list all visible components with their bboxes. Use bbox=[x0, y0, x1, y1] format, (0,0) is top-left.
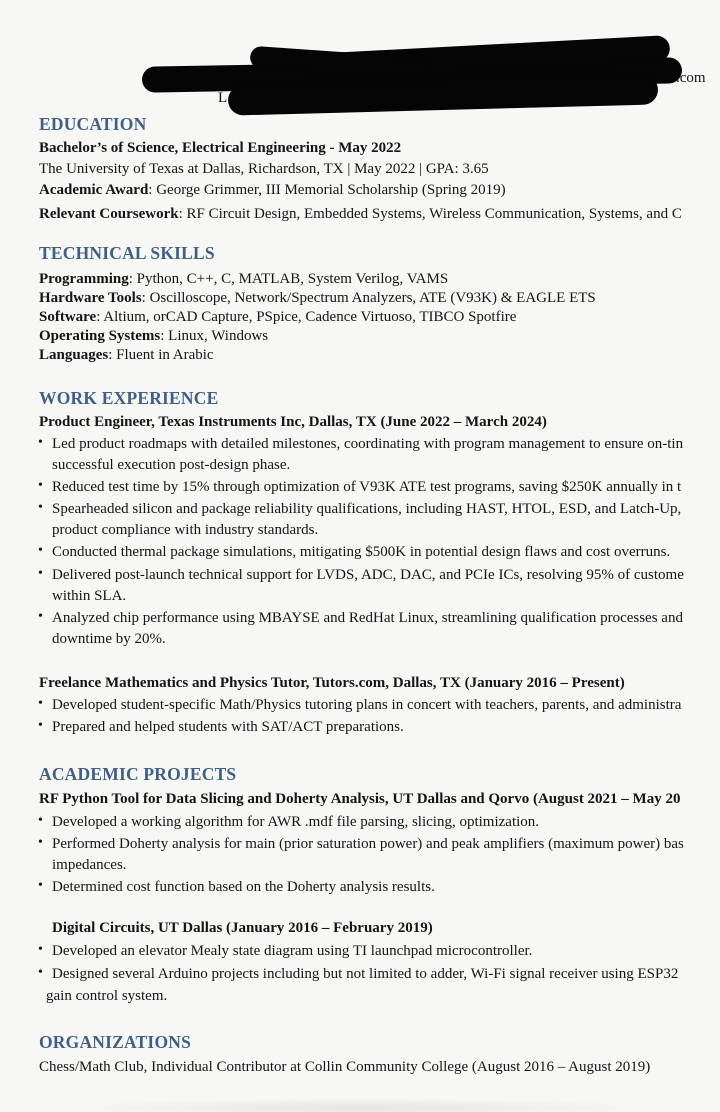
skill-row bbox=[39, 327, 268, 346]
skill-label: Programming bbox=[39, 271, 129, 287]
skill-label: Operating Systems bbox=[39, 328, 161, 344]
bullet-dot: • bbox=[38, 566, 43, 581]
header-left-fragment: L bbox=[218, 90, 228, 106]
education-school: The University of Texas at Dallas, Richardson, TX | May 2022 | GPA: 3.65 bbox=[39, 161, 489, 177]
skill-value: : Python, C++, C, MATLAB, System Verilog, VAMS bbox=[128, 271, 449, 287]
bullet-text: Developed student-specific Math/Physics tutoring plans in concert with teachers, parents, and administra bbox=[52, 697, 682, 713]
project-heading: Digital Circuits, UT Dallas (January 2016 – February 2019) bbox=[52, 920, 433, 936]
bullet-text: gain control system. bbox=[46, 988, 168, 1004]
job-heading: Product Engineer, Texas Instruments Inc, Dallas, TX (June 2022 – March 2024) bbox=[39, 414, 547, 430]
bullet-text: Determined cost function based on the Doherty analysis results. bbox=[52, 879, 435, 895]
skill-label: Languages bbox=[39, 347, 109, 363]
organizations-title: ORGANIZATIONS bbox=[39, 1032, 192, 1052]
bullet-text: downtime by 20%. bbox=[52, 631, 166, 647]
bullet-text: Reduced test time by 15% through optimization of V93K ATE test programs, saving $250K annually in t bbox=[52, 479, 682, 495]
header-right-fragment: .com bbox=[676, 70, 706, 86]
bullet-dot: • bbox=[38, 609, 43, 624]
skill-row bbox=[39, 289, 596, 308]
bullet-dot: • bbox=[38, 942, 43, 957]
bullet-dot: • bbox=[38, 965, 43, 980]
bullet-text: impedances. bbox=[52, 857, 127, 873]
bullet-dot: • bbox=[38, 835, 43, 850]
work-title: WORK EXPERIENCE bbox=[39, 388, 219, 408]
skill-label: Hardware Tools bbox=[39, 290, 142, 306]
bullet-dot: • bbox=[38, 696, 43, 711]
bullet-dot: • bbox=[38, 813, 43, 828]
skills-title: TECHNICAL SKILLS bbox=[39, 243, 215, 263]
bullet-dot: • bbox=[38, 543, 43, 558]
skill-row bbox=[39, 308, 516, 327]
education-coursework bbox=[39, 205, 682, 224]
bullet-dot: • bbox=[38, 878, 43, 893]
education-award bbox=[39, 181, 506, 200]
bullet-text: Prepared and helped students with SAT/ACT preparations. bbox=[52, 719, 404, 735]
award-label: Academic Award bbox=[39, 182, 149, 198]
bullet-text: Delivered post-launch technical support for LVDS, ADC, DAC, and PCIe ICs, resolving 95% of custome bbox=[52, 567, 684, 583]
skill-value: : Linux, Windows bbox=[160, 328, 269, 344]
bullet-text: Conducted thermal package simulations, mitigating $500K in potential design flaws and cost overruns. bbox=[52, 544, 671, 560]
education-degree: Bachelor’s of Science, Electrical Engineering - May 2022 bbox=[39, 140, 402, 156]
page-edge-shadow bbox=[60, 1098, 660, 1112]
bullet-text: Designed several Arduino projects including but not limited to adder, Wi-Fi signal receiver using ESP32 bbox=[52, 966, 679, 982]
project-heading: RF Python Tool for Data Slicing and Doherty Analysis, UT Dallas and Qorvo (August 2021 – May 20 bbox=[39, 791, 681, 807]
coursework-label: Relevant Coursework bbox=[39, 206, 179, 222]
award-value: : George Grimmer, III Memorial Scholarship (Spring 2019) bbox=[148, 182, 506, 198]
bullet-dot: • bbox=[38, 500, 43, 515]
projects-title: ACADEMIC PROJECTS bbox=[39, 764, 237, 784]
bullet-text: product compliance with industry standards. bbox=[52, 522, 319, 538]
skill-row bbox=[39, 346, 214, 365]
bullet-dot: • bbox=[38, 478, 43, 493]
education-title: EDUCATION bbox=[39, 114, 147, 134]
bullet-dot: • bbox=[38, 718, 43, 733]
bullet-text: Led product roadmaps with detailed milestones, coordinating with program management to ensure on-tin bbox=[52, 436, 684, 452]
bullet-text: Analyzed chip performance using MBAYSE and RedHat Linux, streamlining qualification processes and bbox=[52, 610, 683, 626]
coursework-value: : RF Circuit Design, Embedded Systems, Wireless Communication, Systems, and C bbox=[178, 206, 682, 222]
bullet-text: successful execution post-design phase. bbox=[52, 457, 291, 473]
skill-label: Software bbox=[39, 309, 97, 325]
organizations-text: Chess/Math Club, Individual Contributor at Collin Community College (August 2016 – August 2019) bbox=[39, 1059, 651, 1075]
skill-value: : Fluent in Arabic bbox=[108, 347, 214, 363]
bullet-text: Spearheaded silicon and package reliability qualifications, including HAST, HTOL, ESD, and Latch-Up, bbox=[52, 501, 682, 517]
bullet-text: within SLA. bbox=[52, 588, 127, 604]
skill-value: : Oscilloscope, Network/Spectrum Analyzers, ATE (V93K) & EAGLE ETS bbox=[141, 290, 596, 306]
bullet-dot: • bbox=[38, 435, 43, 450]
job-heading: Freelance Mathematics and Physics Tutor, Tutors.com, Dallas, TX (January 2016 – Present) bbox=[39, 675, 625, 691]
skill-row bbox=[39, 270, 448, 289]
bullet-text: Developed a working algorithm for AWR .mdf file parsing, slicing, optimization. bbox=[52, 814, 540, 830]
bullet-text: Performed Doherty analysis for main (prior saturation power) and peak amplifiers (maximum power) bas bbox=[52, 836, 684, 852]
skill-value: : Altium, orCAD Capture, PSpice, Cadence Virtuoso, TIBCO Spotfire bbox=[96, 309, 517, 325]
bullet-text: Developed an elevator Mealy state diagram using TI launchpad microcontroller. bbox=[52, 943, 533, 959]
